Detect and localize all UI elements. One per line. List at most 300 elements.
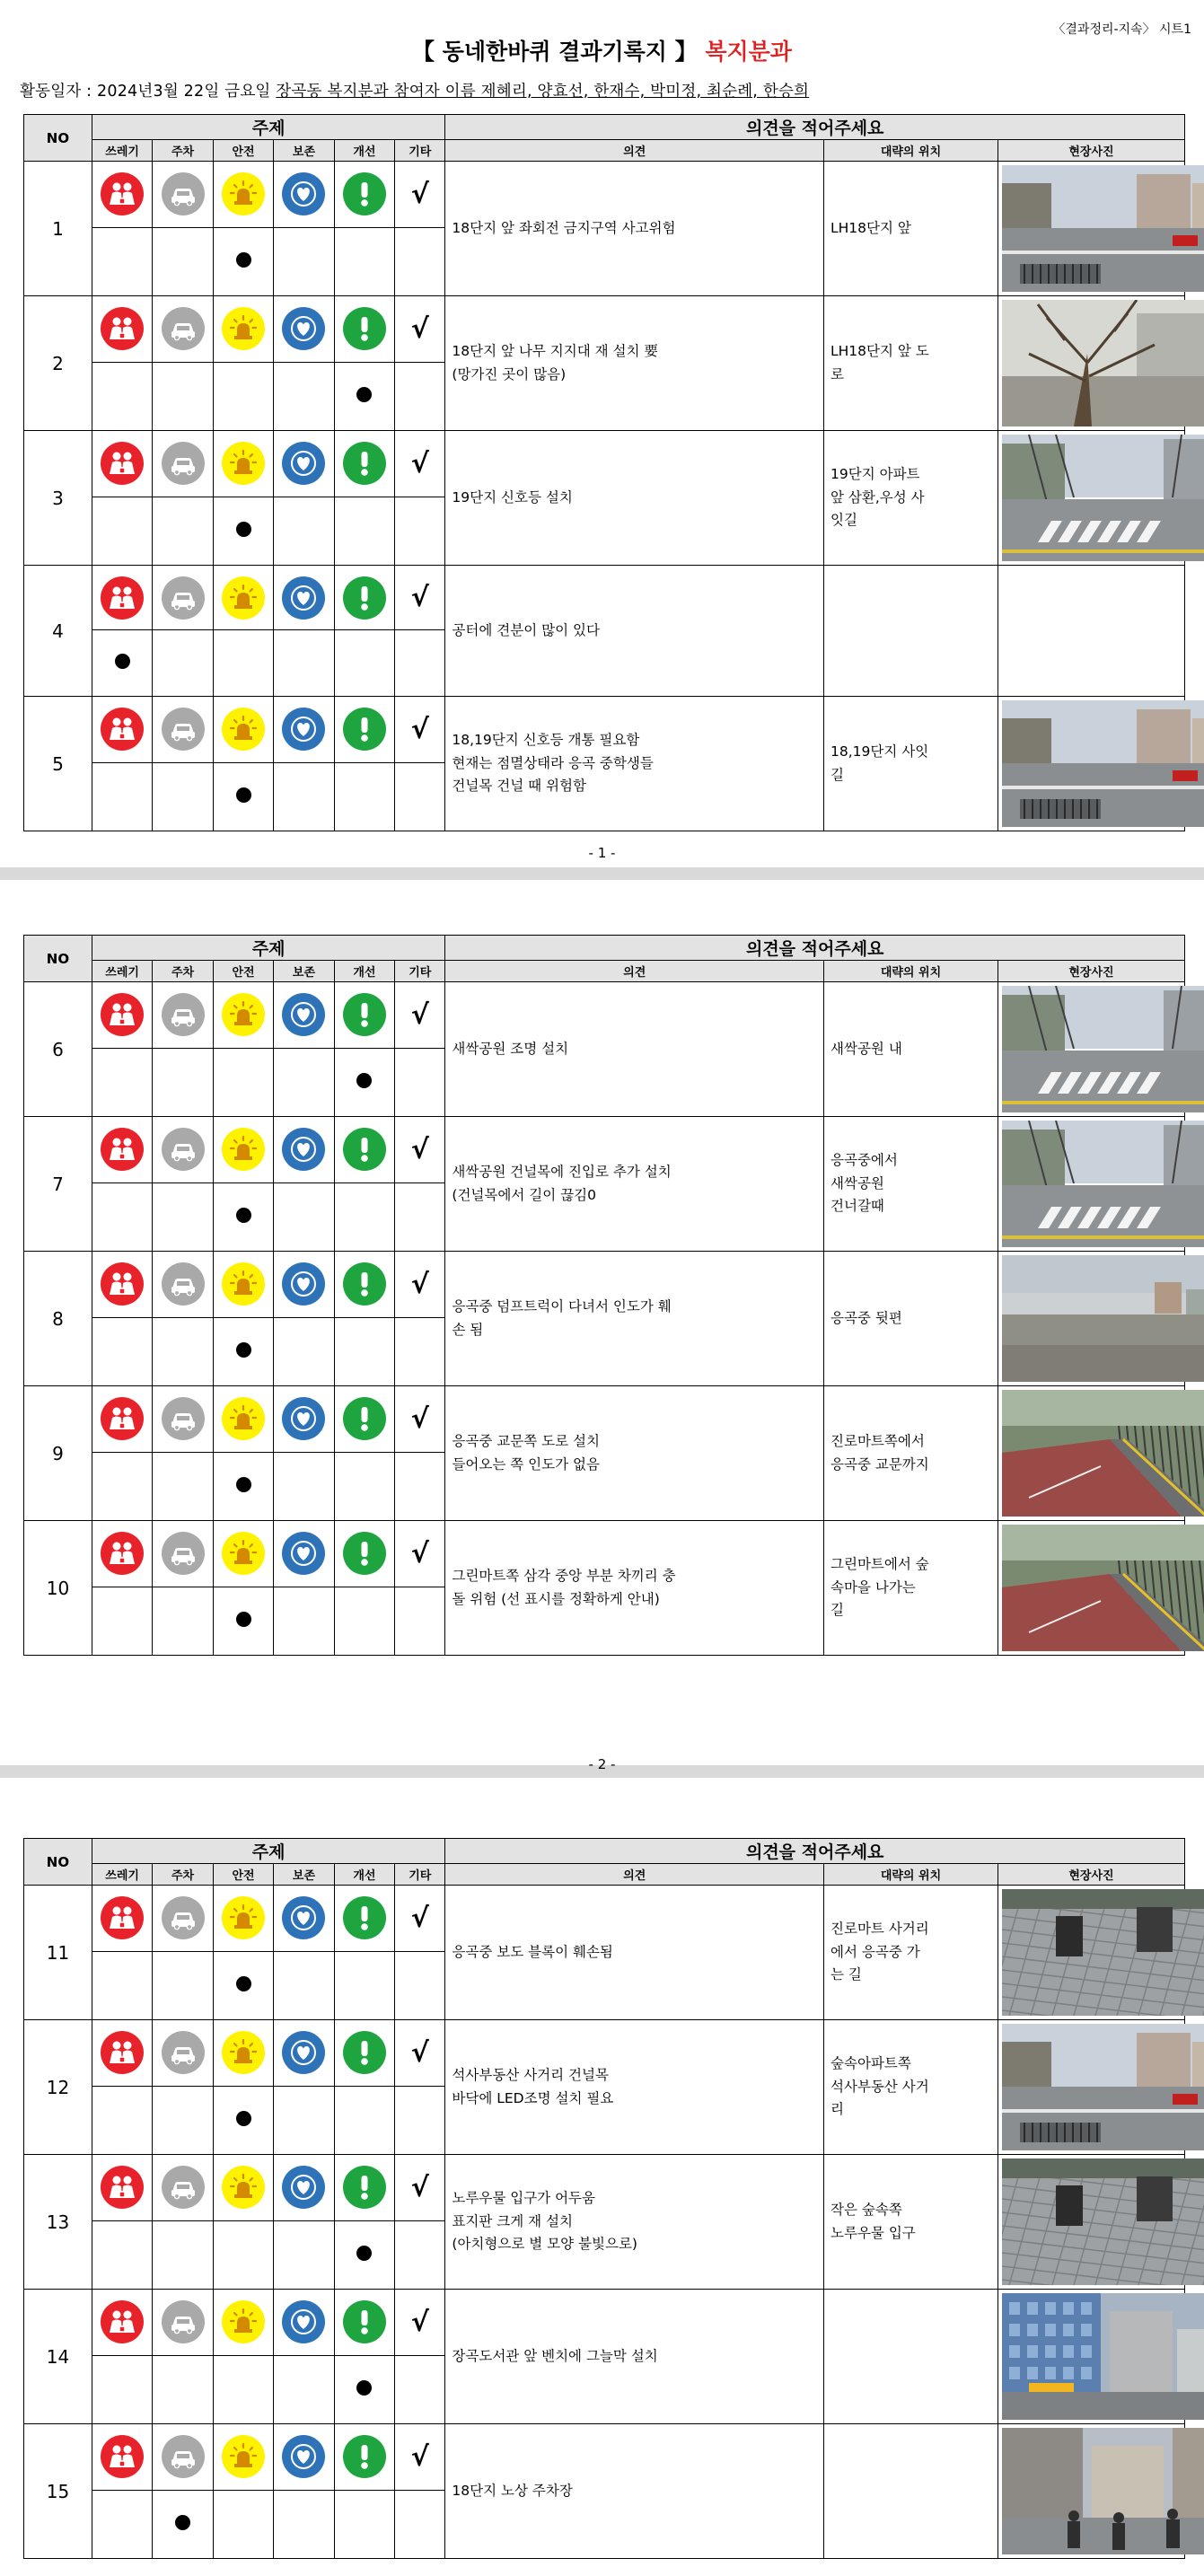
row-number: 12 [24,2020,92,2155]
heart-icon [282,172,325,215]
location-text: 속마을 나가는 [830,1578,916,1596]
trash-people-icon [101,708,144,751]
selected-dot-icon [356,2246,372,2261]
opinion-text: 응곡중 덤프트럭이 다녀서 인도가 훼 [452,1297,672,1314]
header-category-trash: 쓰레기 [92,961,152,982]
location-text: 에서 응곡중 가 [830,1943,920,1960]
selection-cell-safety [213,2220,273,2289]
location-text: 18,19단지 사잇 [830,743,929,760]
category-icon-cell [274,697,334,763]
header-photo: 현장사진 [997,140,1184,162]
category-icon-cell [395,1386,445,1453]
participants: 복지분과 참여자 이름 제혜리, 양효선, 한재수, 박미정, 최순례, 한승희 [321,83,810,101]
selection-cell-conserve [274,362,334,430]
siren-icon [222,2435,265,2478]
row-number: 9 [24,1386,92,1521]
category-icon-cell [92,1386,152,1453]
exclamation-icon [343,993,386,1036]
document-title [0,34,1204,66]
location-text: LH18단지 앞 [830,219,911,236]
category-icon-cell [92,566,152,630]
site-photo [1002,700,1181,827]
heart-icon [282,1397,325,1440]
selection-cell-safety [213,1452,273,1520]
opinion-cell [445,162,824,296]
category-icon-cell [213,1886,273,1952]
selection-cell-improve [334,630,394,697]
selection-cell-conserve [274,1048,334,1116]
category-icon-cell [92,2290,152,2356]
opinion-text: 새싹공원 건널목에 진입로 추가 설치 [452,1163,672,1180]
trash-people-icon [101,442,144,485]
result-table-page-1 [23,114,1185,831]
category-icon-cell [334,296,394,363]
opinion-text: (건널목에서 길이 끊김0 [452,1186,596,1203]
exclamation-icon [343,2300,386,2343]
category-icon-cell [153,1117,213,1183]
opinion-cell [445,2290,824,2424]
selected-dot-icon [175,2515,190,2530]
category-icon-cell [213,1386,273,1453]
subheader-row [24,961,1185,982]
location-cell [824,1386,998,1521]
check-mark-icon: √ [410,582,429,613]
row-number: 11 [24,1886,92,2020]
car-icon [162,1128,205,1171]
heart-icon [282,576,325,620]
location-cell [824,1886,998,2020]
selection-cell-parking [153,2220,213,2289]
opinion-text: 돌 위험 (선 표시를 정확하게 안내) [452,1590,660,1607]
category-icon-cell [274,2290,334,2356]
category-icon-cell [92,2155,152,2221]
selection-cell-improve [334,1951,394,2019]
site-photo [1002,1255,1181,1382]
selection-cell-conserve [274,1182,334,1251]
opinion-cell [445,2020,824,2155]
selection-cell-safety [213,762,273,831]
row-number: 6 [24,982,92,1117]
row-number: 14 [24,2290,92,2424]
selection-cell-other [395,227,445,295]
opinion-cell [445,2424,824,2559]
location-cell [824,2290,998,2424]
check-mark-icon: √ [410,1902,429,1934]
site-photo [1002,300,1181,426]
photo-cell [997,2290,1184,2424]
category-icon-cell [213,2290,273,2356]
header-category-parking: 주차 [153,961,213,982]
location-cell [824,2020,998,2155]
heart-icon [282,2435,325,2478]
header-row [24,936,1185,961]
opinion-cell [445,1117,824,1252]
car-icon [162,1397,205,1440]
table-row [24,1117,1185,1183]
category-icon-cell [153,1386,213,1453]
header-location: 대략의 위치 [824,961,998,982]
selection-cell-safety [213,2086,273,2154]
table-row [24,1886,1185,1952]
opinion-text: (아치형으로 별 모양 불빛으로) [452,2236,637,2253]
selected-dot-icon [236,1342,251,1358]
selection-cell-conserve [274,2490,334,2558]
siren-icon [222,1896,265,1939]
exclamation-icon [343,576,386,620]
header-category-conserve: 보존 [274,140,334,162]
category-icon-cell [274,1886,334,1952]
selected-dot-icon [236,1208,251,1223]
heart-icon [282,1262,325,1306]
siren-icon [222,442,265,485]
category-icon-cell [274,2155,334,2221]
category-icon-cell [274,1252,334,1318]
exclamation-icon [343,172,386,215]
category-icon-cell [213,1521,273,1587]
trash-people-icon [101,307,144,350]
opinion-cell [445,296,824,431]
header-opinion-group: 의견을 적어주세요 [445,115,1185,140]
selection-cell-trash [92,497,152,565]
heart-icon [282,993,325,1036]
table-row [24,2290,1185,2356]
location-cell [824,2424,998,2559]
category-icon-cell [334,1386,394,1453]
selection-cell-parking [153,2086,213,2154]
row-number: 15 [24,2424,92,2559]
header-category-improve: 개선 [334,140,394,162]
selection-cell-parking [153,1452,213,1520]
opinion-text: 새싹공원 조명 설치 [452,1040,569,1057]
selection-cell-parking [153,1182,213,1251]
heart-icon [282,2300,325,2343]
trash-people-icon [101,2031,144,2074]
selection-cell-other [395,2220,445,2289]
category-icon-cell [92,2020,152,2087]
location-text: 그린마트에서 숲 [830,1556,929,1573]
photo-cell [997,2424,1184,2559]
selection-cell-parking [153,762,213,831]
category-icon-cell [213,697,273,763]
activity-info [20,79,809,101]
category-icon-cell [153,296,213,363]
siren-icon [222,576,265,620]
category-icon-cell [395,162,445,228]
selection-cell-other [395,362,445,430]
check-mark-icon: √ [410,1537,429,1569]
category-icon-cell [92,982,152,1049]
siren-icon [222,1532,265,1575]
site-photo [1002,2293,1181,2420]
exclamation-icon [343,1128,386,1171]
location-text: 진로마트 사거리 [830,1921,929,1938]
category-icon-cell [395,566,445,630]
header-location: 대략의 위치 [824,140,998,162]
category-icon-cell [274,1386,334,1453]
photo-cell [997,162,1184,296]
selection-cell-conserve [274,497,334,565]
selected-dot-icon [356,1073,372,1088]
selection-cell-parking [153,2490,213,2558]
car-icon [162,576,205,620]
siren-icon [222,993,265,1036]
category-icon-cell [334,162,394,228]
photo-cell [997,566,1184,697]
trash-people-icon [101,172,144,215]
car-icon [162,1532,205,1575]
selection-cell-improve [334,227,394,295]
exclamation-icon [343,442,386,485]
sheet-page-1 [0,0,1204,867]
category-icon-cell [213,982,273,1049]
exclamation-icon [343,1262,386,1306]
selection-cell-other [395,762,445,831]
exclamation-icon [343,708,386,751]
selection-cell-safety [213,1048,273,1116]
car-icon [162,2166,205,2209]
category-icon-cell [153,1886,213,1952]
table-row [24,2155,1185,2221]
exclamation-icon [343,2166,386,2209]
opinion-text: 그린마트쪽 삼각 중앙 부분 차끼리 충 [452,1567,676,1584]
site-photo [1002,1525,1181,1651]
heart-icon [282,442,325,485]
car-icon [162,1262,205,1306]
heart-icon [282,708,325,751]
header-category-improve: 개선 [334,1864,394,1886]
category-icon-cell [92,296,152,363]
selected-dot-icon [356,387,372,402]
header-opinion: 의견 [445,140,824,162]
trash-people-icon [101,2300,144,2343]
header-category-conserve: 보존 [274,1864,334,1886]
location-text: 건너갈때 [830,1198,884,1215]
photo-cell [997,296,1184,431]
opinion-text: 18단지 노상 주차장 [452,2482,573,2499]
opinion-cell [445,1521,824,1656]
selection-cell-conserve [274,1951,334,2019]
location-cell [824,1252,998,1386]
photo-cell [997,982,1184,1117]
selection-cell-improve [334,2220,394,2289]
subheader-row [24,140,1185,162]
table-row [24,566,1185,630]
car-icon [162,993,205,1036]
category-icon-cell [334,2020,394,2087]
siren-icon [222,2031,265,2074]
opinion-text: 손 됨 [452,1321,484,1338]
car-icon [162,442,205,485]
location-text: 응곡중 교문까지 [830,1455,929,1473]
category-icon-cell [153,2424,213,2491]
corner-label: 〈결과정리-지속〉 시트1 [1052,22,1191,37]
selection-cell-parking [153,497,213,565]
photo-cell [997,2155,1184,2290]
car-icon [162,172,205,215]
category-icon-cell [274,162,334,228]
header-category-safety: 안전 [213,140,273,162]
trash-people-icon [101,2435,144,2478]
location-text: 로 [830,365,844,382]
trash-people-icon [101,1896,144,1939]
check-mark-icon: √ [410,1133,429,1165]
selection-cell-conserve [274,762,334,831]
opinion-text: 응곡중 보도 블록이 훼손됨 [452,1943,613,1960]
siren-icon [222,1397,265,1440]
selection-cell-safety [213,497,273,565]
selection-cell-safety [213,362,273,430]
header-category-parking: 주차 [153,1864,213,1886]
opinion-text: 표지판 크게 재 설치 [452,2212,573,2229]
category-icon-cell [92,1521,152,1587]
heart-icon [282,307,325,350]
category-icon-cell [92,2424,152,2491]
category-icon-cell [213,2155,273,2221]
category-icon-cell [395,2290,445,2356]
category-icon-cell [153,2290,213,2356]
selection-cell-safety [213,2355,273,2423]
site-photo [1002,2024,1181,2150]
result-table-page-3 [23,1838,1185,2559]
category-icon-cell [395,2020,445,2087]
selection-cell-other [395,1182,445,1251]
selection-cell-parking [153,630,213,697]
selected-dot-icon [356,2380,372,2396]
page-number: - 1 - [588,845,616,861]
photo-cell [997,1521,1184,1656]
selection-cell-conserve [274,1452,334,1520]
selection-cell-trash [92,1587,152,1655]
site-photo [1002,986,1181,1112]
selection-cell-other [395,2490,445,2558]
site-photo [1002,1390,1181,1517]
subheader-row [24,1864,1185,1886]
category-icon-cell [395,1886,445,1952]
location-text: 새싹공원 내 [830,1040,902,1057]
location-cell [824,1521,998,1656]
opinion-cell [445,1386,824,1521]
selection-cell-improve [334,2086,394,2154]
opinion-text: 18단지 앞 나무 지지대 재 설치 要 [452,342,658,359]
category-icon-cell [274,2424,334,2491]
category-icon-cell [274,1117,334,1183]
activity-dong: 장곡동 [276,83,322,101]
selection-cell-safety [213,227,273,295]
category-icon-cell [334,1886,394,1952]
selection-cell-trash [92,762,152,831]
selection-cell-trash [92,630,152,697]
trash-people-icon [101,1532,144,1575]
category-icon-cell [395,1117,445,1183]
exclamation-icon [343,1397,386,1440]
site-photo [1002,435,1181,561]
row-number: 2 [24,296,92,431]
site-photo [1002,165,1181,292]
selection-cell-trash [92,2220,152,2289]
header-category-trash: 쓰레기 [92,140,152,162]
header-opinion-group: 의견을 적어주세요 [445,936,1185,961]
opinion-cell [445,431,824,566]
selection-cell-other [395,630,445,697]
category-icon-cell [334,1117,394,1183]
category-icon-cell [274,2020,334,2087]
selection-cell-parking [153,1951,213,2019]
car-icon [162,1896,205,1939]
location-text: 진로마트쪽에서 [830,1432,925,1449]
opinion-text: 18,19단지 신호등 개통 필요함 [452,732,640,749]
selection-cell-safety [213,1587,273,1655]
selection-cell-other [395,2086,445,2154]
exclamation-icon [343,2031,386,2074]
selection-cell-improve [334,2355,394,2423]
category-icon-cell [213,2020,273,2087]
check-mark-icon: √ [410,2171,429,2203]
location-text: 응곡중 뒷편 [830,1309,902,1326]
selection-cell-parking [153,362,213,430]
location-cell [824,697,998,831]
category-icon-cell [334,2155,394,2221]
selection-cell-improve [334,1048,394,1116]
location-text: LH18단지 앞 도 [830,342,929,359]
selection-cell-trash [92,1182,152,1251]
category-icon-cell [334,697,394,763]
photo-cell [997,1117,1184,1252]
selection-cell-trash [92,1452,152,1520]
car-icon [162,2300,205,2343]
sheet-page-3 [0,1778,1204,2576]
category-icon-cell [213,1117,273,1183]
selection-cell-other [395,1587,445,1655]
siren-icon [222,708,265,751]
location-text: 앞 삼환,우성 사 [830,488,925,506]
selection-cell-parking [153,1048,213,1116]
category-icon-cell [274,566,334,630]
car-icon [162,708,205,751]
opinion-text: 19단지 신호등 설치 [452,488,573,506]
check-mark-icon: √ [410,2036,429,2069]
check-mark-icon: √ [410,998,429,1031]
opinion-text: 공터에 견분이 많이 있다 [452,621,600,638]
selection-cell-trash [92,1951,152,2019]
opinion-cell [445,1252,824,1386]
exclamation-icon [343,307,386,350]
selection-cell-trash [92,362,152,430]
siren-icon [222,1262,265,1306]
location-cell [824,566,998,697]
location-text: 길 [830,1602,844,1619]
siren-icon [222,2300,265,2343]
check-mark-icon: √ [410,1268,429,1300]
category-icon-cell [334,566,394,630]
location-text: 작은 숲속쪽 [830,2201,902,2218]
photo-cell [997,1886,1184,2020]
site-photo [1002,2158,1181,2285]
opinion-text: 건널목 건널 때 위험함 [452,778,586,795]
selection-cell-conserve [274,1587,334,1655]
selection-cell-other [395,1452,445,1520]
selection-cell-conserve [274,1317,334,1385]
table-row [24,1521,1185,1587]
opinion-cell [445,2155,824,2290]
table-row [24,2020,1185,2087]
photo-cell [997,1386,1184,1521]
siren-icon [222,1128,265,1171]
check-mark-icon: √ [410,312,429,345]
opinion-cell [445,566,824,697]
category-icon-cell [153,982,213,1049]
category-icon-cell [153,431,213,497]
header-topic: 주제 [92,115,445,140]
